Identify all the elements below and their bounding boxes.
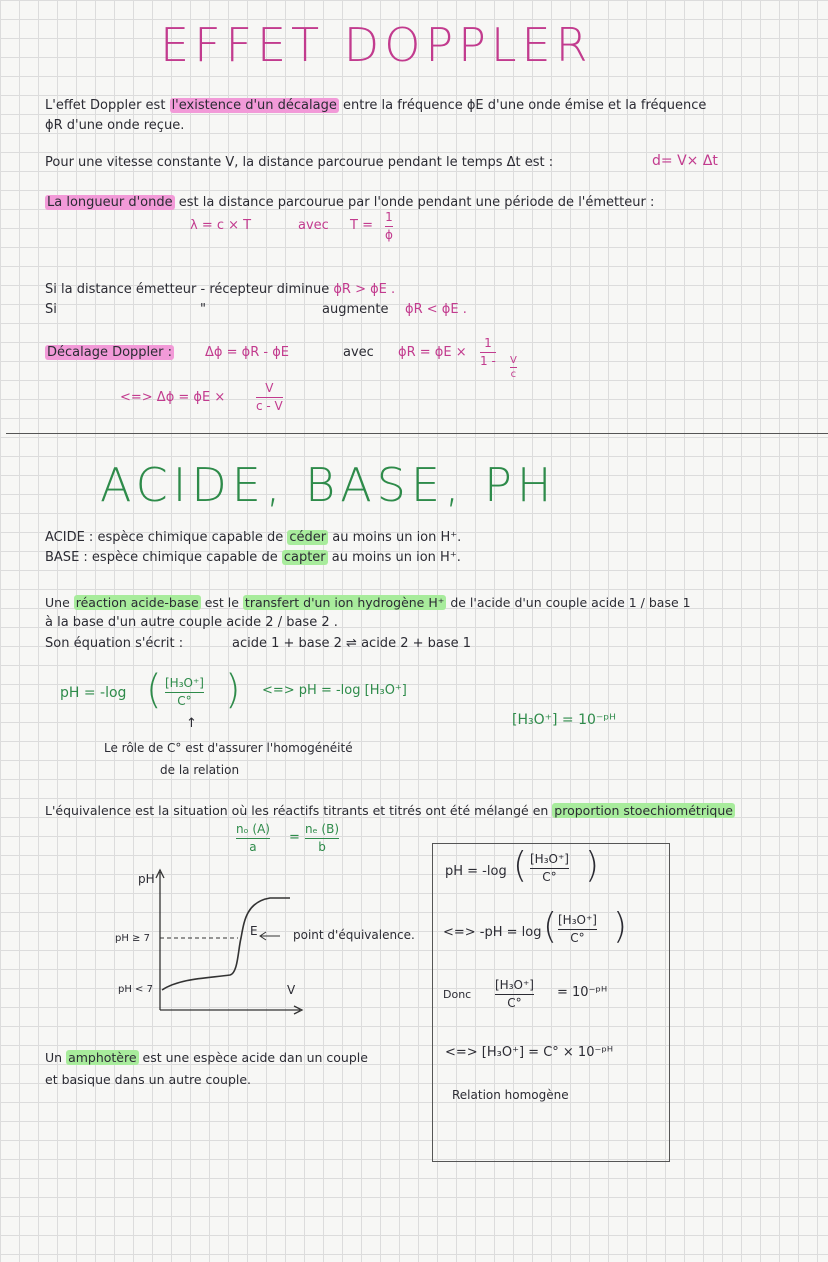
box-paren-r-1: ) (585, 845, 600, 886)
box-fraction-3: [H₃O⁺] C° (495, 978, 534, 1010)
fr-formula: ϕR = ϕE × (398, 345, 467, 360)
box-relation-homogene: Relation homogène (452, 1088, 569, 1102)
box-ph-formula: pH = -log (445, 864, 507, 879)
reaction-equation: acide 1 + base 2 ⇌ acide 2 + base 1 (232, 636, 472, 651)
highlight-longueur-onde: La longueur d'onde (47, 195, 173, 210)
graph-point-label: point d'équivalence. (293, 928, 415, 942)
distance-formula: d= V× Δt (652, 153, 718, 169)
highlight-amphotere: amphotère (68, 1050, 137, 1065)
role-text-1: Le rôle de C° est d'assurer l'homogénéité (104, 741, 353, 755)
box-donc-rhs: = 10⁻ᵖᴴ (557, 985, 608, 1000)
period-formula: T = (350, 218, 373, 233)
graph-y-label: pH (138, 872, 155, 886)
ph-paren-left: ( (146, 667, 162, 713)
doppler-intro-line2: ϕR d'une onde reçue. (45, 118, 185, 133)
ph-equivalent: <=> pH = -log [H₃O⁺] (262, 683, 407, 698)
graph-e-label: E (250, 924, 258, 938)
box-paren-r-2: ) (613, 906, 628, 947)
highlight-transfert: transfert d'un ion hydrogène H⁺ (244, 595, 445, 610)
doppler-title: EFFET DOPPLER (160, 18, 593, 72)
stoech-fraction-b: nₑ (B) b (305, 822, 340, 854)
period-fraction: 1 ϕ (385, 210, 393, 242)
fr-fraction: 1 1 - (480, 336, 496, 368)
lambda-formula: λ = c × T (190, 218, 252, 233)
delta-f-fraction: V c - V (256, 381, 283, 413)
titration-graph (110, 860, 430, 1030)
lambda-line: La longueur d'onde est la distance parcourue par l'onde pendant une période de l'émetteur : (47, 195, 655, 210)
si-label: Si (45, 302, 57, 317)
highlight-ceder: céder (289, 530, 327, 545)
decalage-formula: Δϕ = ϕR - ϕE (205, 345, 289, 360)
si-augmente: augmente (322, 302, 389, 317)
h3o-relation: [H₃O⁺] = 10⁻ᵖᴴ (512, 712, 616, 728)
reaction-line3: Son équation s'écrit : (45, 636, 184, 651)
section-divider (6, 433, 828, 434)
stoech-fraction-a: nₒ (A) a (236, 822, 270, 854)
box-fraction-1: [H₃O⁺] C° (530, 852, 569, 884)
doppler-intro-line1: L'effet Doppler est l'existence d'un décalage entre la fréquence ϕE d'une onde émise et la fréquence (45, 98, 707, 113)
v-over-c-fraction: V c (510, 355, 517, 380)
equivalence-text: L'équivalence est la situation où les réactifs titrants et titrés ont été mélangé en proportion stoechiométrique (45, 803, 733, 818)
decalage-avec: avec (343, 345, 374, 360)
box-fraction-2: [H₃O⁺] C° (558, 913, 597, 945)
graph-x-label: V (287, 983, 296, 997)
reaction-line2: à la base d'un autre couple acide 2 / base 2 . (45, 615, 338, 630)
distance-text: Pour une vitesse constante V, la distance parcourue pendant le temps Δt est : (45, 155, 554, 170)
role-text-2: de la relation (160, 763, 240, 777)
box-paren-l-2: ( (543, 906, 558, 947)
box-minus-ph: <=> -pH = log (443, 925, 542, 940)
highlight-reaction: réaction acide-base (75, 595, 199, 610)
box-donc: Donc (443, 988, 472, 1001)
highlight-decalage: Décalage Doppler : (47, 345, 173, 360)
amphotere-line2: et basique dans un autre couple. (45, 1072, 252, 1087)
ph-fraction: [H₃O⁺] C° (165, 676, 204, 708)
highlight-capter: capter (283, 550, 326, 565)
ph-paren-right: ) (225, 667, 241, 713)
reaction-line1: Une réaction acide-base est le transfert d'un ion hydrogène H⁺ de l'acide d'un couple acide 1 / base 1 (45, 595, 691, 610)
lambda-avec: avec (298, 218, 329, 233)
ditto-mark: " (200, 302, 206, 317)
delta-f-formula: <=> Δϕ = ϕE × (120, 390, 226, 405)
amphotere-line1: Un amphotère est une espèce acide dan un couple (45, 1050, 368, 1065)
graph-ph-high: pH ≥ 7 (115, 933, 150, 944)
acide-definition: ACIDE : espèce chimique capable de céder au moins un ion H⁺. (45, 530, 462, 545)
stoech-equals: = (289, 830, 300, 845)
box-h3o-result: <=> [H₃O⁺] = C° × 10⁻ᵖᴴ (445, 1045, 614, 1060)
base-definition: BASE : espèce chimique capable de capter au moins un ion H⁺. (45, 550, 461, 565)
highlight-stoechio: proportion stoechiométrique (554, 803, 733, 818)
decalage-line (45, 345, 174, 361)
si-augmente-relation: ϕR < ϕE . (405, 302, 467, 317)
highlight-existence: l'existence d'un décalage (171, 98, 337, 113)
box-paren-l-1: ( (513, 845, 528, 886)
si-diminue: Si la distance émetteur - récepteur diminue ϕR > ϕE . (45, 282, 396, 297)
arrow-up-icon: ↑ (186, 716, 197, 731)
ph-formula: pH = -log (60, 685, 127, 701)
acide-title: ACIDE, BASE, PH (100, 458, 557, 512)
graph-ph-low: pH < 7 (118, 984, 153, 995)
